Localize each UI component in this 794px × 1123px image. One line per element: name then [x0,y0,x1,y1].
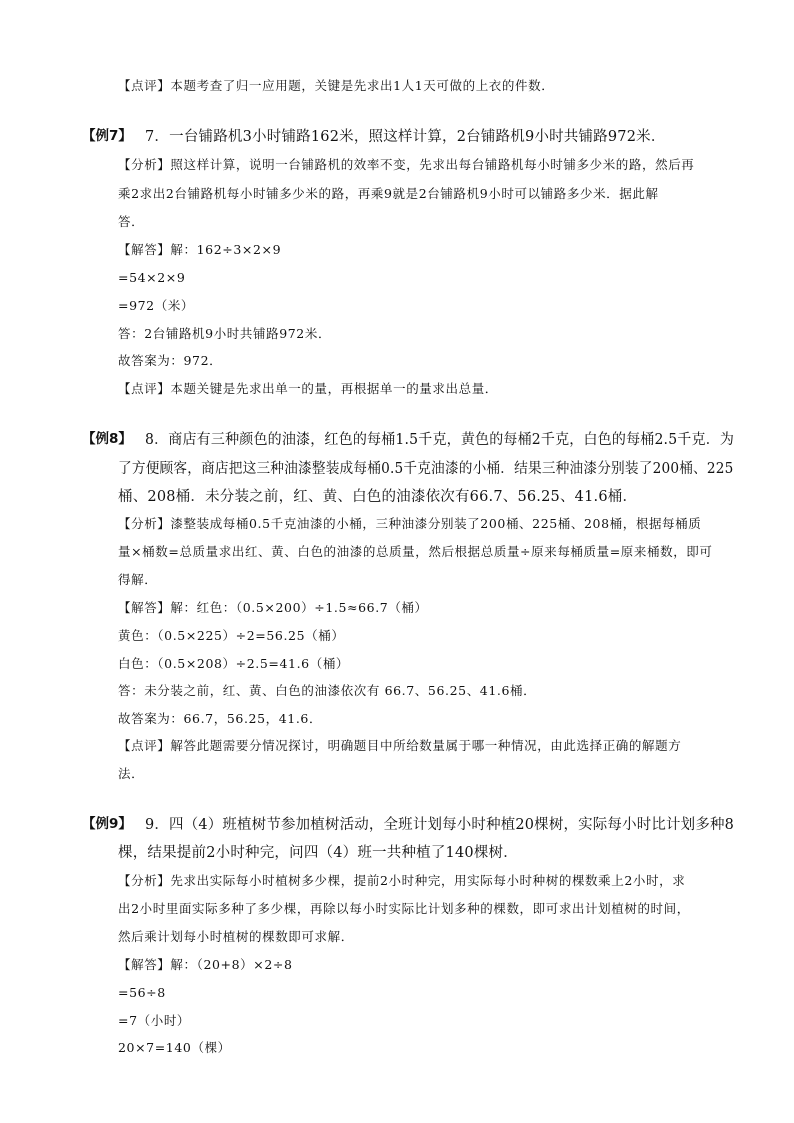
example-9-solution-line: 20×7=140（棵） [118,1040,231,1055]
example-8-comment-line: 【点评】解答此题需要分情况探讨，明确题目中所给数量属于哪一种情况，由此选择正确的解题方 [118,738,682,753]
example-7-solution-line: 答：2台铺路机9小时共铺路972米． [118,326,332,341]
example-7-analysis-line: 【分析】照这样计算，说明一台铺路机的效率不变，先求出每台铺路机每小时铺多少米的路，然后再 [118,157,695,172]
example-9-tag: 【例9】 [82,816,132,832]
example-7-solution-line: =972（米） [118,298,195,313]
example-9-analysis-line: 出2小时里面实际多种了多少棵，再除以每小时实际比计划多种的棵数，即可求出计划植树的时间， [118,901,690,916]
example-9-question-line: 9．四（4）班植树节参加植树活动，全班计划每小时种植20棵树，实际每小时比计划多种8 [145,817,735,833]
example-7-analysis-line: 乘2求出2台铺路机每小时铺多少米的路，再乘9就是2台铺路机9小时可以铺路多少米．据此解 [118,186,659,201]
example-9-analysis-line: 【分析】先求出实际每小时植树多少棵，提前2小时种完，用实际每小时种树的棵数乘上2小时，求 [118,873,686,888]
top-comment: 【点评】本题考查了归一应用题，关键是先求出1人1天可做的上衣的件数． [118,78,555,93]
example-8-solution-line: 故答案为：66.7，56.25，41.6． [118,711,323,726]
example-8-solution-line: 白色：（0.5×208）÷2.5=41.6（桶） [118,656,350,671]
example-8-solution-line: 答：未分装之前，红、黄、白色的油漆依次有 66.7、56.25、41.6桶． [118,683,537,698]
example-8-comment-line: 法． [118,766,145,781]
example-8-analysis-line: 得解． [118,572,158,587]
example-7-solution-line: 故答案为：972． [118,353,223,368]
example-7-tag: 【例7】 [82,128,132,144]
example-8-question-line: 桶、208桶．未分装之前，红、黄、白色的油漆依次有66.7、56.25、41.6桶． [118,489,638,505]
example-9-solution-line: 【解答】解：（20+8）×2÷8 [118,957,293,972]
example-8-solution-line: 【解答】解：红色：（0.5×200）÷1.5≈66.7（桶） [118,600,428,615]
example-9-analysis-line: 然后乘计划每小时植树的棵数即可求解． [118,929,354,944]
example-8-analysis-line: 【分析】漆整装成每桶0.5千克油漆的小桶，三种油漆分别装了200桶、225桶、208桶，根据每桶质 [118,516,702,531]
example-8-analysis-line: 量×桶数=总质量求出红、黄、白色的油漆的总质量，然后根据总质量÷原来每桶质量=原来桶数，即可 [118,544,713,559]
example-8-question-line: 8．商店有三种颜色的油漆，红色的每桶1.5千克，黄色的每桶2千克，白色的每桶2.5千克．为 [145,432,735,448]
example-7-comment: 【点评】本题关键是先求出单一的量，再根据单一的量求出总量． [118,381,498,396]
example-8-tag: 【例8】 [82,431,132,447]
example-8-question-line: 了方便顾客，商店把这三种油漆整装成每桶0.5千克油漆的小桶．结果三种油漆分别装了200桶、225 [118,461,734,477]
example-9-question-line: 棵，结果提前2小时种完，问四（4）班一共种植了140棵树． [118,845,518,861]
example-7-solution-line: 【解答】解：162÷3×2×9 [118,242,282,257]
example-8-solution-line: 黄色：（0.5×225）÷2=56.25（桶） [118,628,345,643]
example-7-question: 7．一台铺路机3小时铺路162米，照这样计算，2台铺路机9小时共铺路972米． [145,129,666,145]
example-9-solution-line: =56÷8 [118,985,166,1000]
example-7-solution-line: =54×2×9 [118,270,186,285]
example-7-analysis-line: 答． [118,214,145,229]
example-9-solution-line: =7（小时） [118,1013,191,1028]
